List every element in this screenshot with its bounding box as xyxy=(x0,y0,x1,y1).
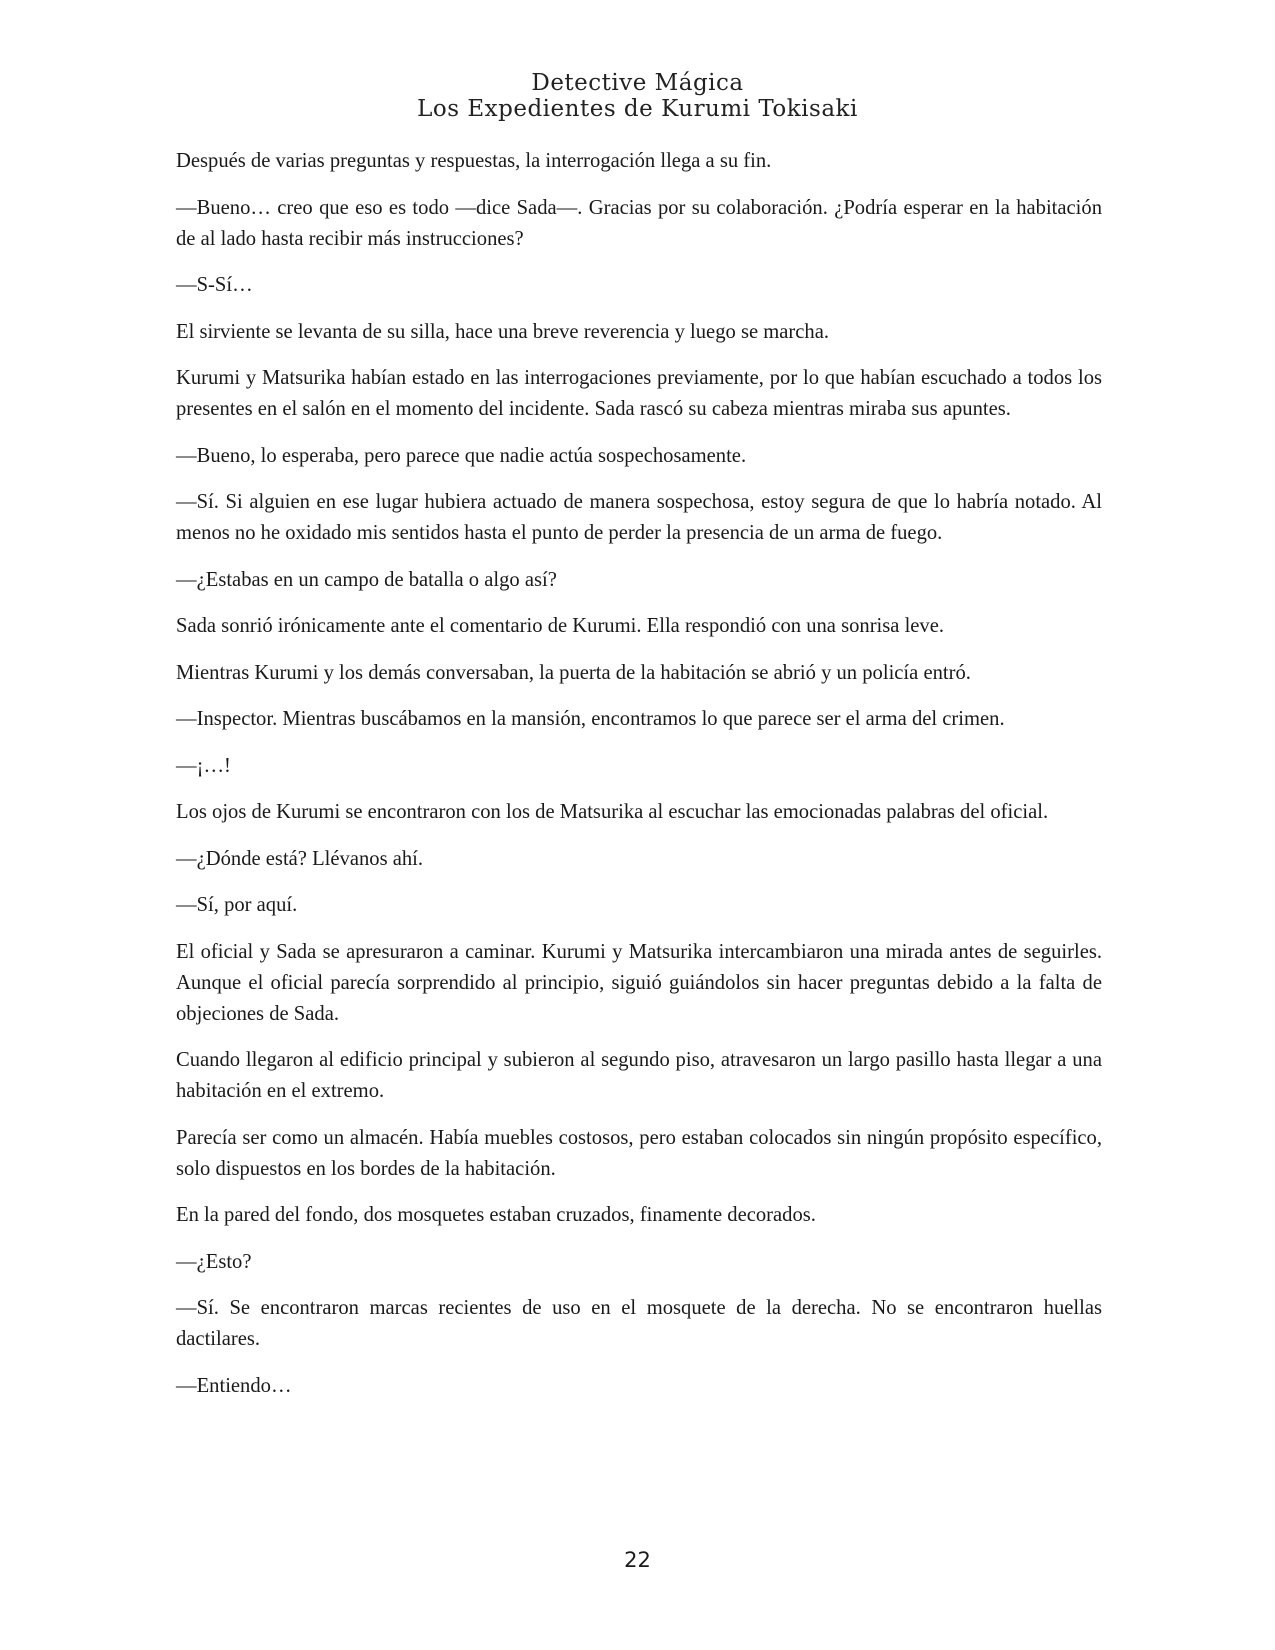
paragraph: —Inspector. Mientras buscábamos en la mansión, encontramos lo que parece ser el arma del crimen. xyxy=(176,708,1005,730)
paragraph: —Sí, por aquí. xyxy=(176,894,298,916)
header-book-title: Detective Mágica xyxy=(531,70,744,96)
paragraph: Después de varias preguntas y respuestas, la interrogación llega a su fin. xyxy=(176,150,772,172)
paragraph: El sirviente se levanta de su silla, hace una breve reverencia y luego se marcha. xyxy=(176,320,829,343)
paragraph: El oficial y Sada se apresuraron a caminar. Kurumi y Matsurika intercambiaron una mirada antes de seguirles. Aunque el oficial parecía sorprendido al principio, siguió guiándolos sin hacer preguntas debido a la falta de objeciones de Sada. xyxy=(176,940,1102,1025)
page-number: 22 xyxy=(624,1548,651,1572)
body-text xyxy=(176,146,1102,1417)
paragraph: Cuando llegaron al edificio principal y subieron al segundo piso, atravesaron un largo pasillo hasta llegar a una habitación en el extremo. xyxy=(176,1049,1102,1102)
running-header xyxy=(0,70,1275,122)
paragraph: —¿Estabas en un campo de batalla o algo así? xyxy=(176,568,557,591)
paragraph: —Entiendo… xyxy=(176,1374,292,1397)
paragraph: —Bueno, lo esperaba, pero parece que nadie actúa sospechosamente. xyxy=(176,444,747,467)
paragraph: En la pared del fondo, dos mosquetes estaban cruzados, finamente decorados. xyxy=(176,1204,816,1226)
paragraph: —¿Dónde está? Llévanos ahí. xyxy=(176,847,424,870)
paragraph: —Sí. Si alguien en ese lugar hubiera actuado de manera sospechosa, estoy segura de que lo habría notado. Al menos no he oxidado mis sentidos hasta el punto de perder la presencia de un arma de fuego. xyxy=(176,491,1102,544)
paragraph: Mientras Kurumi y los demás conversaban, la puerta de la habitación se abrió y un policía entró. xyxy=(176,661,971,684)
paragraph: Sada sonrió irónicamente ante el comentario de Kurumi. Ella respondió con una sonrisa leve. xyxy=(176,615,945,637)
paragraph: Los ojos de Kurumi se encontraron con los de Matsurika al escuchar las emocionadas palabras del oficial. xyxy=(176,801,1049,823)
header-book-subtitle: Los Expedientes de Kurumi Tokisaki xyxy=(417,96,858,122)
paragraph: —¿Esto? xyxy=(176,1250,252,1273)
paragraph: Parecía ser como un almacén. Había muebles costosos, pero estaban colocados sin ningún propósito específico, solo dispuestos en los bordes de la habitación. xyxy=(176,1126,1102,1180)
paragraph: —Sí. Se encontraron marcas recientes de uso en el mosquete de la derecha. No se encontraron huellas dactilares. xyxy=(176,1297,1102,1350)
paragraph: —S-Sí… xyxy=(176,274,253,296)
paragraph: Kurumi y Matsurika habían estado en las interrogaciones previamente, por lo que habían escuchado a todos los presentes en el salón en el momento del incidente. Sada rascó su cabeza mientras miraba sus apuntes. xyxy=(176,367,1102,420)
paragraph: —Bueno… creo que eso es todo —dice Sada—. Gracias por su colaboración. ¿Podría esperar en la habitación de al lado hasta recibir más instrucciones? xyxy=(176,196,1102,250)
paragraph: —¡…! xyxy=(176,754,231,777)
